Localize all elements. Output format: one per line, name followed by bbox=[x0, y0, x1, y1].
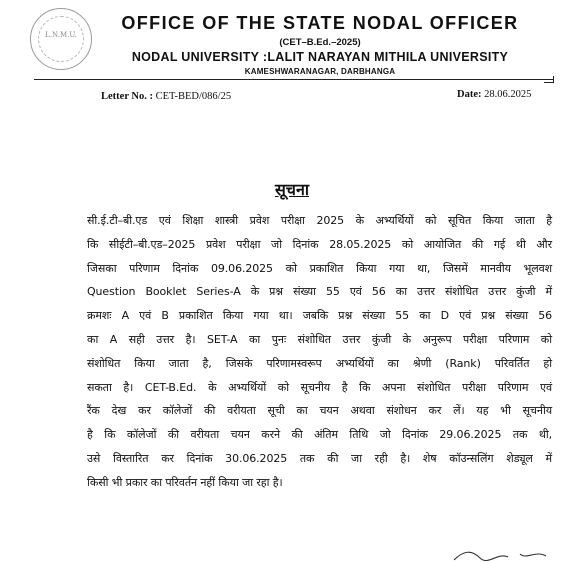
seal-lettering: L.N.M.U. bbox=[45, 31, 77, 39]
letter-number bbox=[101, 91, 231, 102]
notice-line: जिसका परिणाम दिनांक 09.06.2025 को प्रकाशित किया गया था, जिसमें मानवीय भूलवश bbox=[87, 261, 552, 275]
letter-date bbox=[457, 89, 531, 100]
notice-line: उसे विस्तारित कर दिनांक 30.06.2025 तक की जा रही है। शेष कॉउन्सलिंग शेड्यूल में bbox=[87, 451, 552, 465]
notice-line: सकता है। CET-B.Ed. के अभ्यर्थियों को सूचनीय है कि अपना संशोधित परीक्षा परिणाम एवं bbox=[87, 380, 552, 394]
office-title: OFFICE OF THE STATE NODAL OFFICER bbox=[121, 13, 519, 33]
notice-line: संशोधित किया जाता है, जिसके परिणामस्वरूप अभ्यर्थियों का श्रेणी (Rank) परिवर्तित हो bbox=[87, 356, 552, 370]
notice-line: है कि कॉलेजों की वरीयता चयन करने की अंतिम तिथि जो दिनांक 29.06.2025 तक थी, bbox=[87, 428, 552, 442]
university-name: NODAL UNIVERSITY :LALIT NARAYAN MITHILA UNIVERSITY bbox=[131, 50, 509, 64]
header-divider bbox=[34, 79, 554, 80]
letter-number-label: Letter No. : bbox=[101, 91, 153, 102]
notice-line: क्रमशः A एवं B प्रकाशित किया गया था। जबकि प्रश्न संख्या 55 का D एवं प्रश्न संख्या 56 bbox=[87, 309, 552, 323]
university-seal-icon bbox=[30, 8, 92, 70]
notice-line: सी.ई.टी–बी.एड एवं शिक्षा शास्त्री प्रवेश परीक्षा 2025 के अभ्यर्थियों को सूचित किया जाता है bbox=[87, 214, 552, 227]
signature-mark bbox=[450, 548, 560, 562]
letter-date-value: 28.06.2025 bbox=[484, 89, 532, 100]
notice-body bbox=[87, 209, 552, 495]
header-divider-end bbox=[544, 76, 554, 83]
notice-line: Question Booklet Series-A के प्रश्न संख्या 55 एवं 56 का उत्तर संशोधित उत्तर कुंजी में bbox=[87, 285, 552, 299]
notice-line: रैंक देख कर कॉलेजों की वरीयता सूची का चयन अथवा संशोधन कर लें। यह भी सूचनीय bbox=[87, 404, 552, 418]
notice-line: कि सीईटी–बी.एड–2025 प्रवेश परीक्षा जो दिनांक 28.05.2025 को आयोजित की गई थी और bbox=[87, 237, 552, 251]
notice-line: किसी भी प्रकार का परिवर्तन नहीं किया जा रहा है। bbox=[87, 475, 283, 489]
notice-title: सूचना bbox=[274, 180, 309, 199]
exam-subtitle: (CET–B.Ed.–2025) bbox=[279, 37, 361, 48]
notice-line: का A सही उत्तर है। SET-A का पुनः संशोधित उत्तर कुंजी के अनुरूप परीक्षा परिणाम को bbox=[87, 332, 552, 346]
letter-date-label: Date: bbox=[457, 89, 482, 100]
letter-number-value: CET-BED/086/25 bbox=[155, 91, 232, 102]
university-address: KAMESHWARANAGAR, DARBHANGA bbox=[244, 67, 396, 76]
